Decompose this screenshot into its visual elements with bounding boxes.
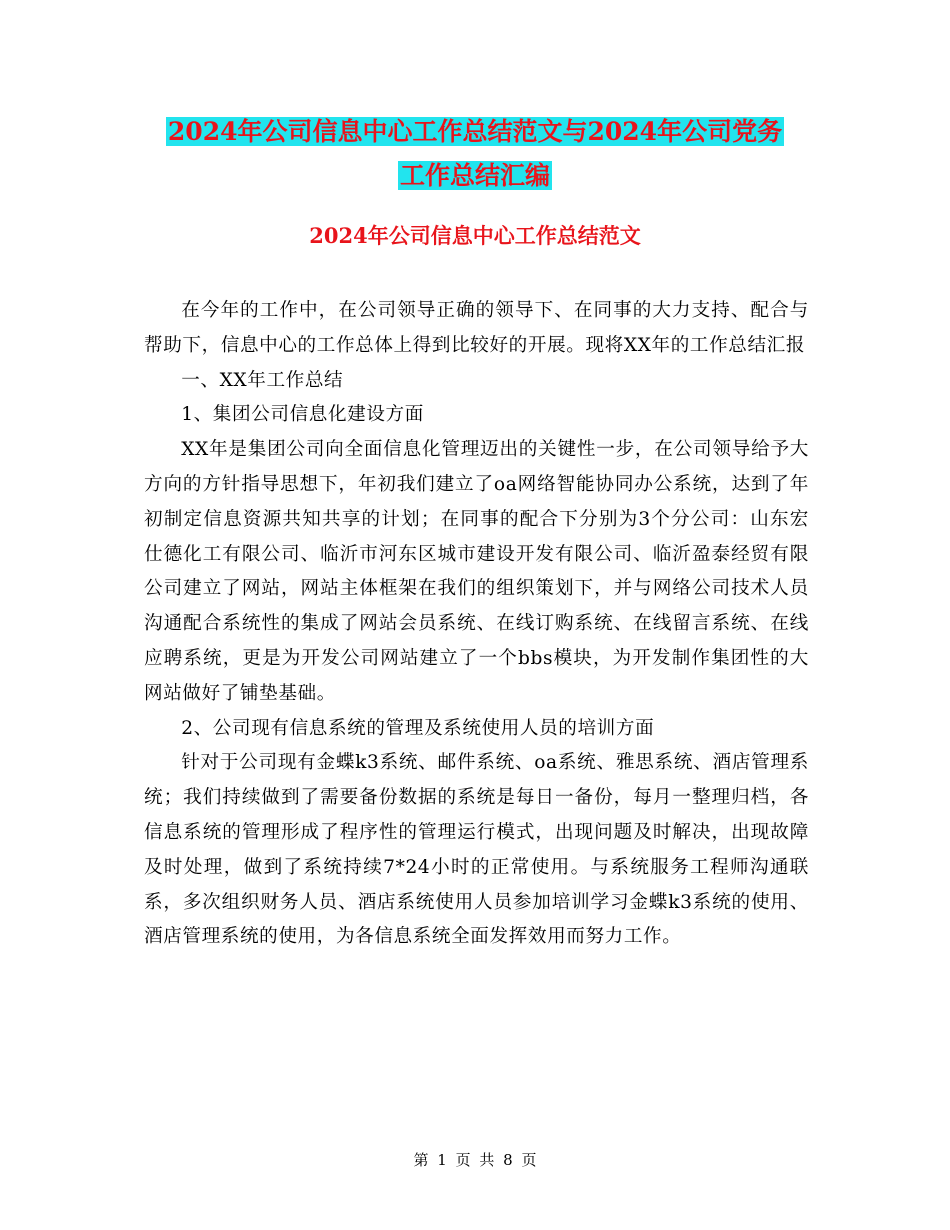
paragraph: 在今年的工作中，在公司领导正确的领导下、在同事的大力支持、配合与帮助下，信息中心的工作总体上得到比较好的开展。现将XX年的工作总结汇报 bbox=[144, 300, 809, 356]
page-number-footer: 第 1 页 共 8 页 bbox=[413, 1151, 537, 1169]
document-body bbox=[144, 294, 809, 955]
document-title-line-2 bbox=[0, 158, 950, 194]
paragraph: XX年是集团公司向全面信息化管理迈出的关键性一步，在公司领导给予大方向的方针指导思想下，年初我们建立了oa网络智能协同办公系统，达到了年初制定信息资源共知共享的计划；在同事的配合下分别为3个分公司：山东宏仕德化工有限公司、临沂市河东区城市建设开发有限公司、临沂盈泰经贸有限公司建立了网站，网站主体框架在我们的组织策划下，并与网络公司技术人员沟通配合系统性的集成了网站会员系统、在线订购系统、在线留言系统、在线应聘系统，更是为开发公司网站建立了一个bbs模块，为开发制作集团性的大网站做好了铺垫基础。 bbox=[144, 439, 809, 704]
paragraph: 针对于公司现有金蝶k3系统、邮件系统、oa系统、雅思系统、酒店管理系统；我们持续做到了需要备份数据的系统是每日一备份，每月一整理归档，各信息系统的管理形成了程序性的管理运行模式，出现问题及时解决，出现故障及时处理，做到了系统持续7*24小时的正常使用。与系统服务工程师沟通联系，多次组织财务人员、酒店系统使用人员参加培训学习金蝶k3系统的使用、酒店管理系统的使用，为各信息系统全面发挥效用而努力工作。 bbox=[144, 752, 809, 948]
title-highlight: 2024年公司信息中心工作总结范文与2024年公司党务 bbox=[167, 117, 783, 146]
paragraph: 1、集团公司信息化建设方面 bbox=[181, 404, 424, 426]
paragraph: 一、XX年工作总结 bbox=[181, 369, 344, 391]
section-title: 2024年公司信息中心工作总结范文 bbox=[309, 223, 641, 248]
paragraph: 2、公司现有信息系统的管理及系统使用人员的培训方面 bbox=[181, 717, 655, 739]
title-highlight: 工作总结汇编 bbox=[399, 161, 550, 190]
document-title-line-1 bbox=[0, 114, 950, 150]
